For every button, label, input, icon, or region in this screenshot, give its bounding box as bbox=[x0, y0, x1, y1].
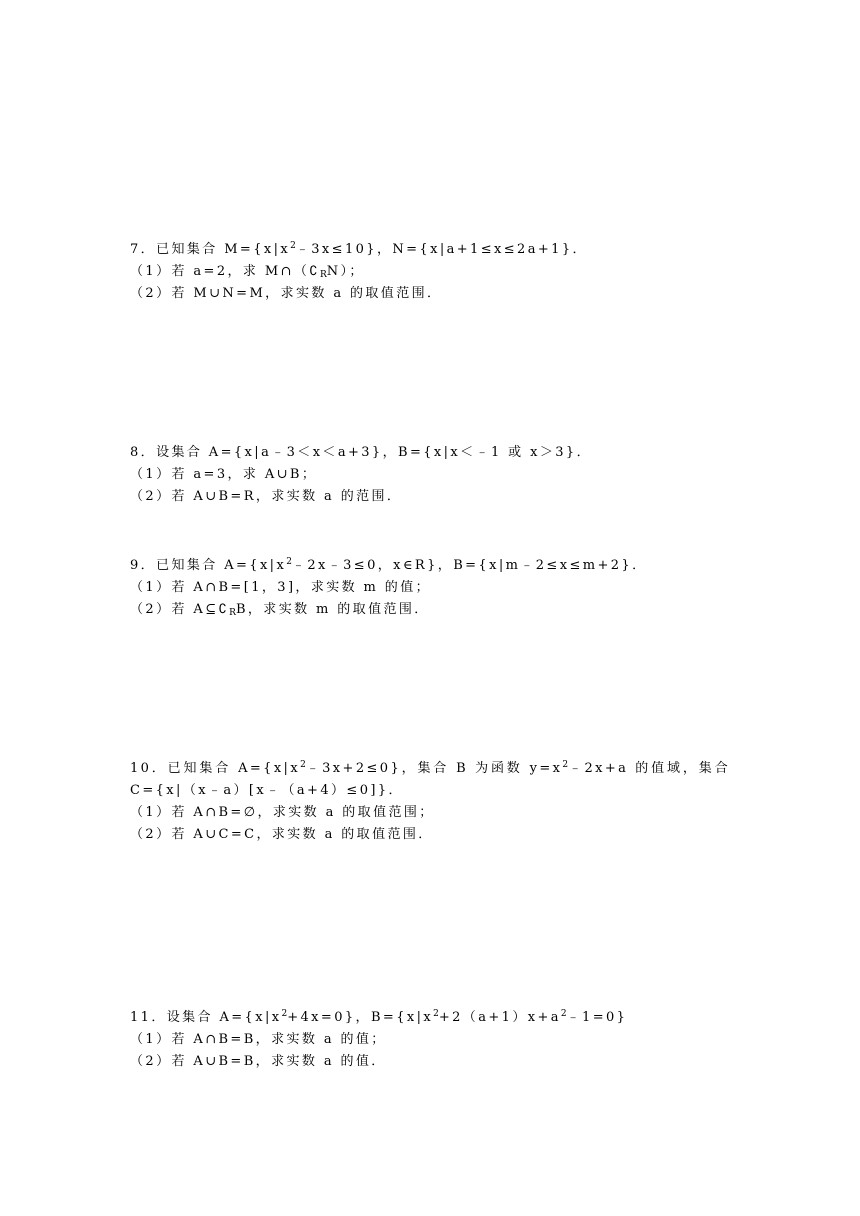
problem-9 bbox=[130, 555, 730, 621]
problem-8-part-1: （1）若 a=3，求 A∪B； bbox=[130, 467, 318, 482]
problem-11 bbox=[130, 1007, 730, 1073]
problem-8-part-2: （2）若 A∪B=R，求实数 a 的范围． bbox=[130, 489, 403, 504]
problem-10-stem-continued: C={x|（x﹣a）[x﹣（a+4）≤0]}． bbox=[130, 783, 404, 798]
problem-9-stem: 9．已知集合 $A=\{x|x^2﹣2x﹣3\le 0$，x∈R}，B={x|m﹣2≤x≤m+2}． bbox=[130, 557, 648, 573]
problem-11-part-1: （1）若 A∩B=B，求实数 a 的值； bbox=[130, 1032, 387, 1047]
problem-10-stem: 10．已知集合 $A=\{x|x^2﹣3x+2\le 0\}$，集合 B 为函数 $y=x^2﹣2x+a$ 的值域，集合 bbox=[130, 760, 730, 776]
problem-10 bbox=[130, 758, 730, 846]
problem-8 bbox=[130, 442, 730, 508]
problem-7-part-1: （1）若 a=2，求 $M\cap(∁_RN)$； bbox=[130, 264, 365, 280]
problem-10-part-2: （2）若 A∪C=C，求实数 a 的取值范围． bbox=[130, 827, 434, 842]
problem-7-stem: 7．已知集合 $M=\{x|x^2﹣3x\le 10\}$，N={x|a+1≤x≤2a+1}． bbox=[130, 241, 588, 257]
problem-7-part-2: （2）若 M∪N=M，求实数 a 的取值范围． bbox=[130, 286, 443, 301]
problem-11-part-2: （2）若 A∪B=B，求实数 a 的值． bbox=[130, 1054, 387, 1069]
problem-11-stem: 11．设集合 $A=\{x|x^2+4x=0\}$，$B=\{x|x^2+2(a+1)x+a^2﹣1=0\}$ bbox=[130, 1009, 628, 1025]
problem-10-part-1: （1）若 A∩B=∅，求实数 a 的取值范围； bbox=[130, 805, 435, 820]
problem-8-stem: 8．设集合 A={x|a﹣3＜x＜a+3}，B={x|x＜﹣1 或 x＞3}． bbox=[130, 445, 592, 460]
problem-7 bbox=[130, 239, 730, 305]
problem-9-part-2: （2）若 $A⊆∁_RB$，求实数 m 的取值范围． bbox=[130, 602, 430, 618]
problem-9-part-1: （1）若 A∩B=[1，3]，求实数 m 的值； bbox=[130, 580, 432, 595]
